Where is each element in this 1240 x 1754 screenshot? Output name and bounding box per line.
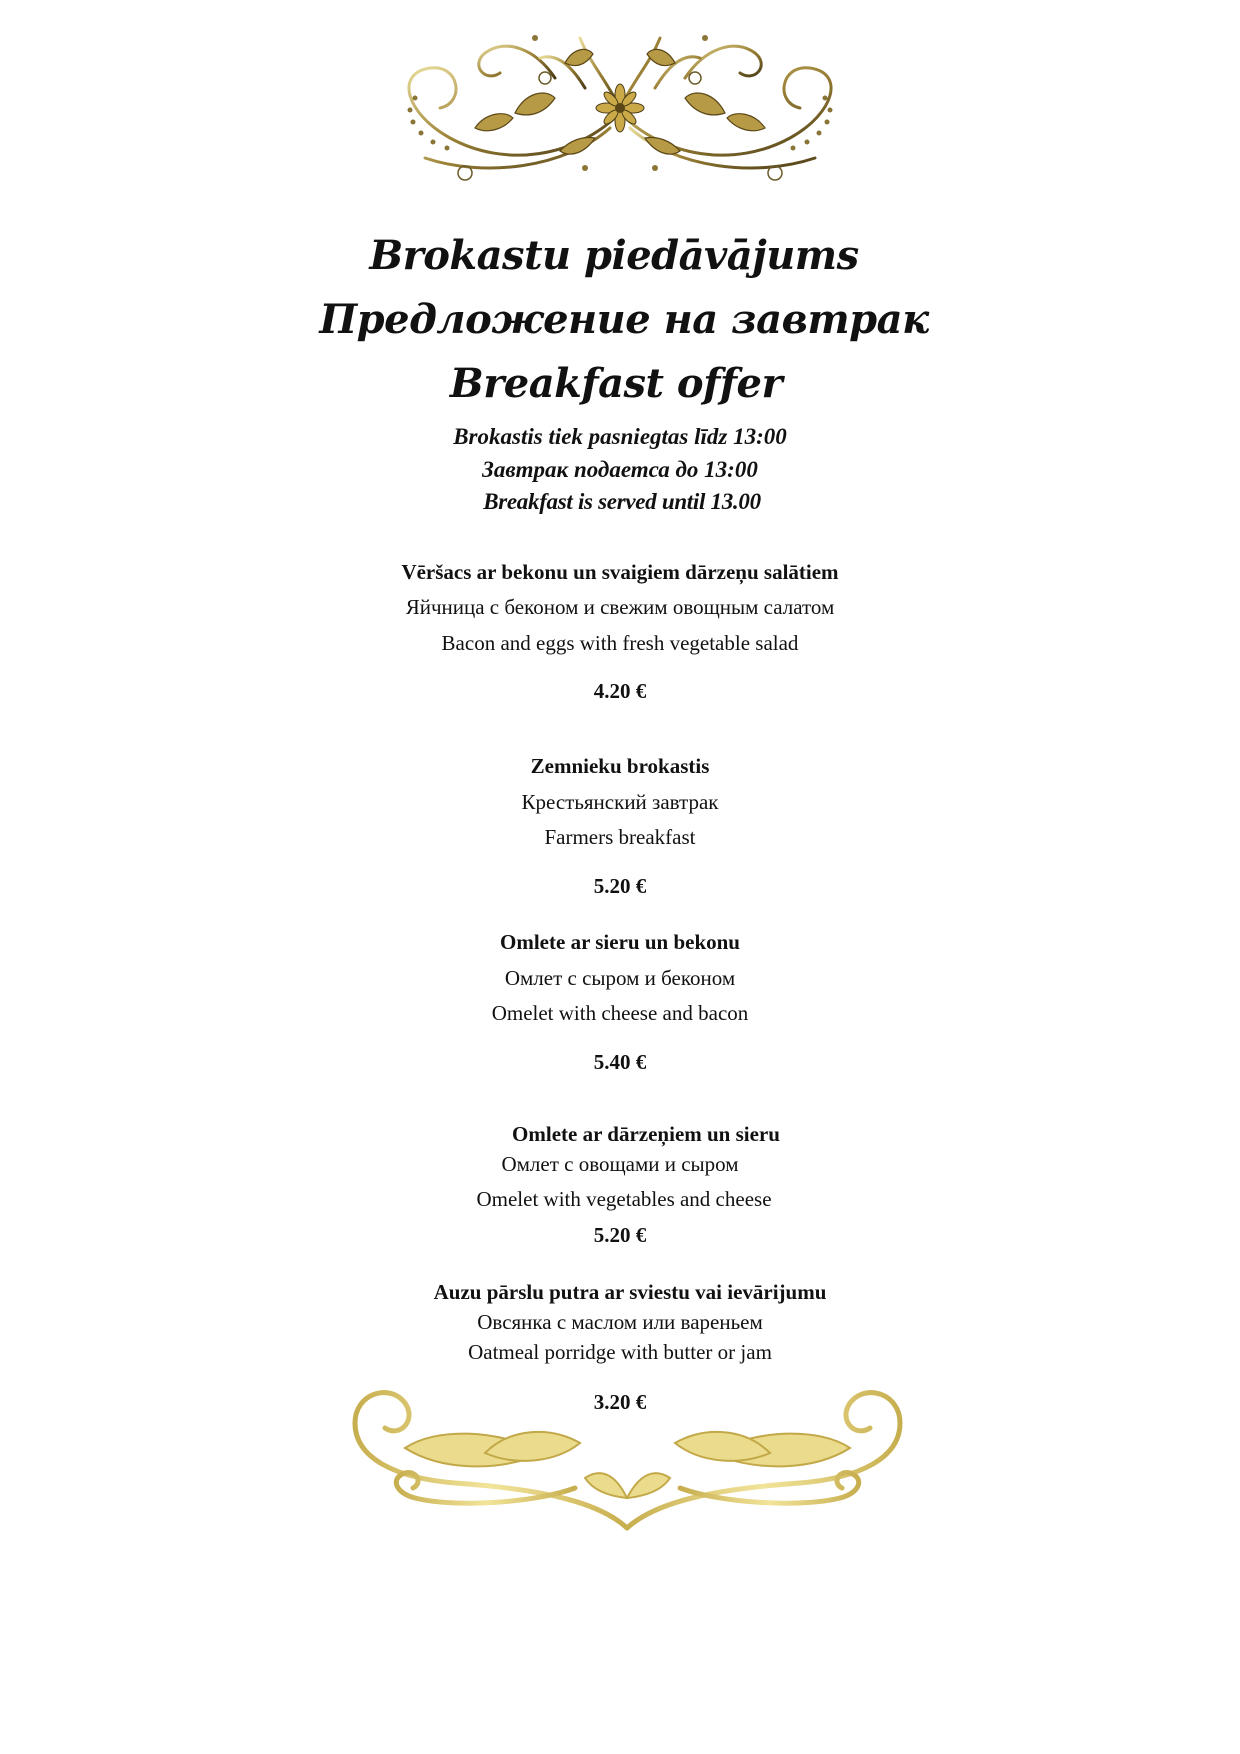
item-name-english: Oatmeal porridge with butter or jam xyxy=(468,1340,772,1364)
item-name-latvian: Vēršacs ar bekonu un svaigiem dārzeņu salātiem xyxy=(401,560,839,584)
item-price: 5.20 € xyxy=(593,1223,647,1247)
served-note-english: Breakfast is served until 13.00 xyxy=(483,489,761,514)
item-price: 4.20 € xyxy=(593,679,647,703)
item-name-russian: Яйчница с беконом и свежим овощным салатом xyxy=(405,595,835,619)
item-name-latvian: Auzu pārslu putra ar sviestu vai ievārijumu xyxy=(433,1280,827,1304)
item-name-latvian: Omlete ar sieru un bekonu xyxy=(500,930,740,954)
title-latvian: Brokastu piedāvājums xyxy=(369,232,859,279)
item-name-latvian: Omlete ar dārzeņiem un sieru xyxy=(512,1122,780,1146)
served-note-latvian: Brokastis tiek pasniegtas līdz 13:00 xyxy=(453,424,787,449)
item-name-latvian: Zemnieku brokastis xyxy=(530,754,710,778)
title-russian: Предложение на завтрак xyxy=(319,296,929,343)
served-note-russian: Завтрак подаетса до 13:00 xyxy=(482,457,758,482)
title-english: Breakfast offer xyxy=(449,360,783,407)
item-name-russian: Омлет с сыром и беконом xyxy=(504,966,736,990)
item-name-russian: Крестьянский завтрак xyxy=(521,790,719,814)
gold-filigree-flourish-icon xyxy=(355,18,885,193)
item-price: 3.20 € xyxy=(593,1390,647,1414)
item-name-english: Farmers breakfast xyxy=(544,825,696,849)
item-name-english: Omelet with vegetables and cheese xyxy=(476,1187,772,1211)
item-price: 5.40 € xyxy=(593,1050,647,1074)
item-name-english: Omelet with cheese and bacon xyxy=(491,1001,749,1025)
item-name-russian: Овсянка с маслом или вареньем xyxy=(477,1310,763,1334)
gold-leaf-swirl-icon xyxy=(345,1378,910,1540)
item-name-russian: Омлет с овощами и сыром xyxy=(501,1152,739,1176)
item-price: 5.20 € xyxy=(593,874,647,898)
item-name-english: Bacon and eggs with fresh vegetable salad xyxy=(441,631,799,655)
